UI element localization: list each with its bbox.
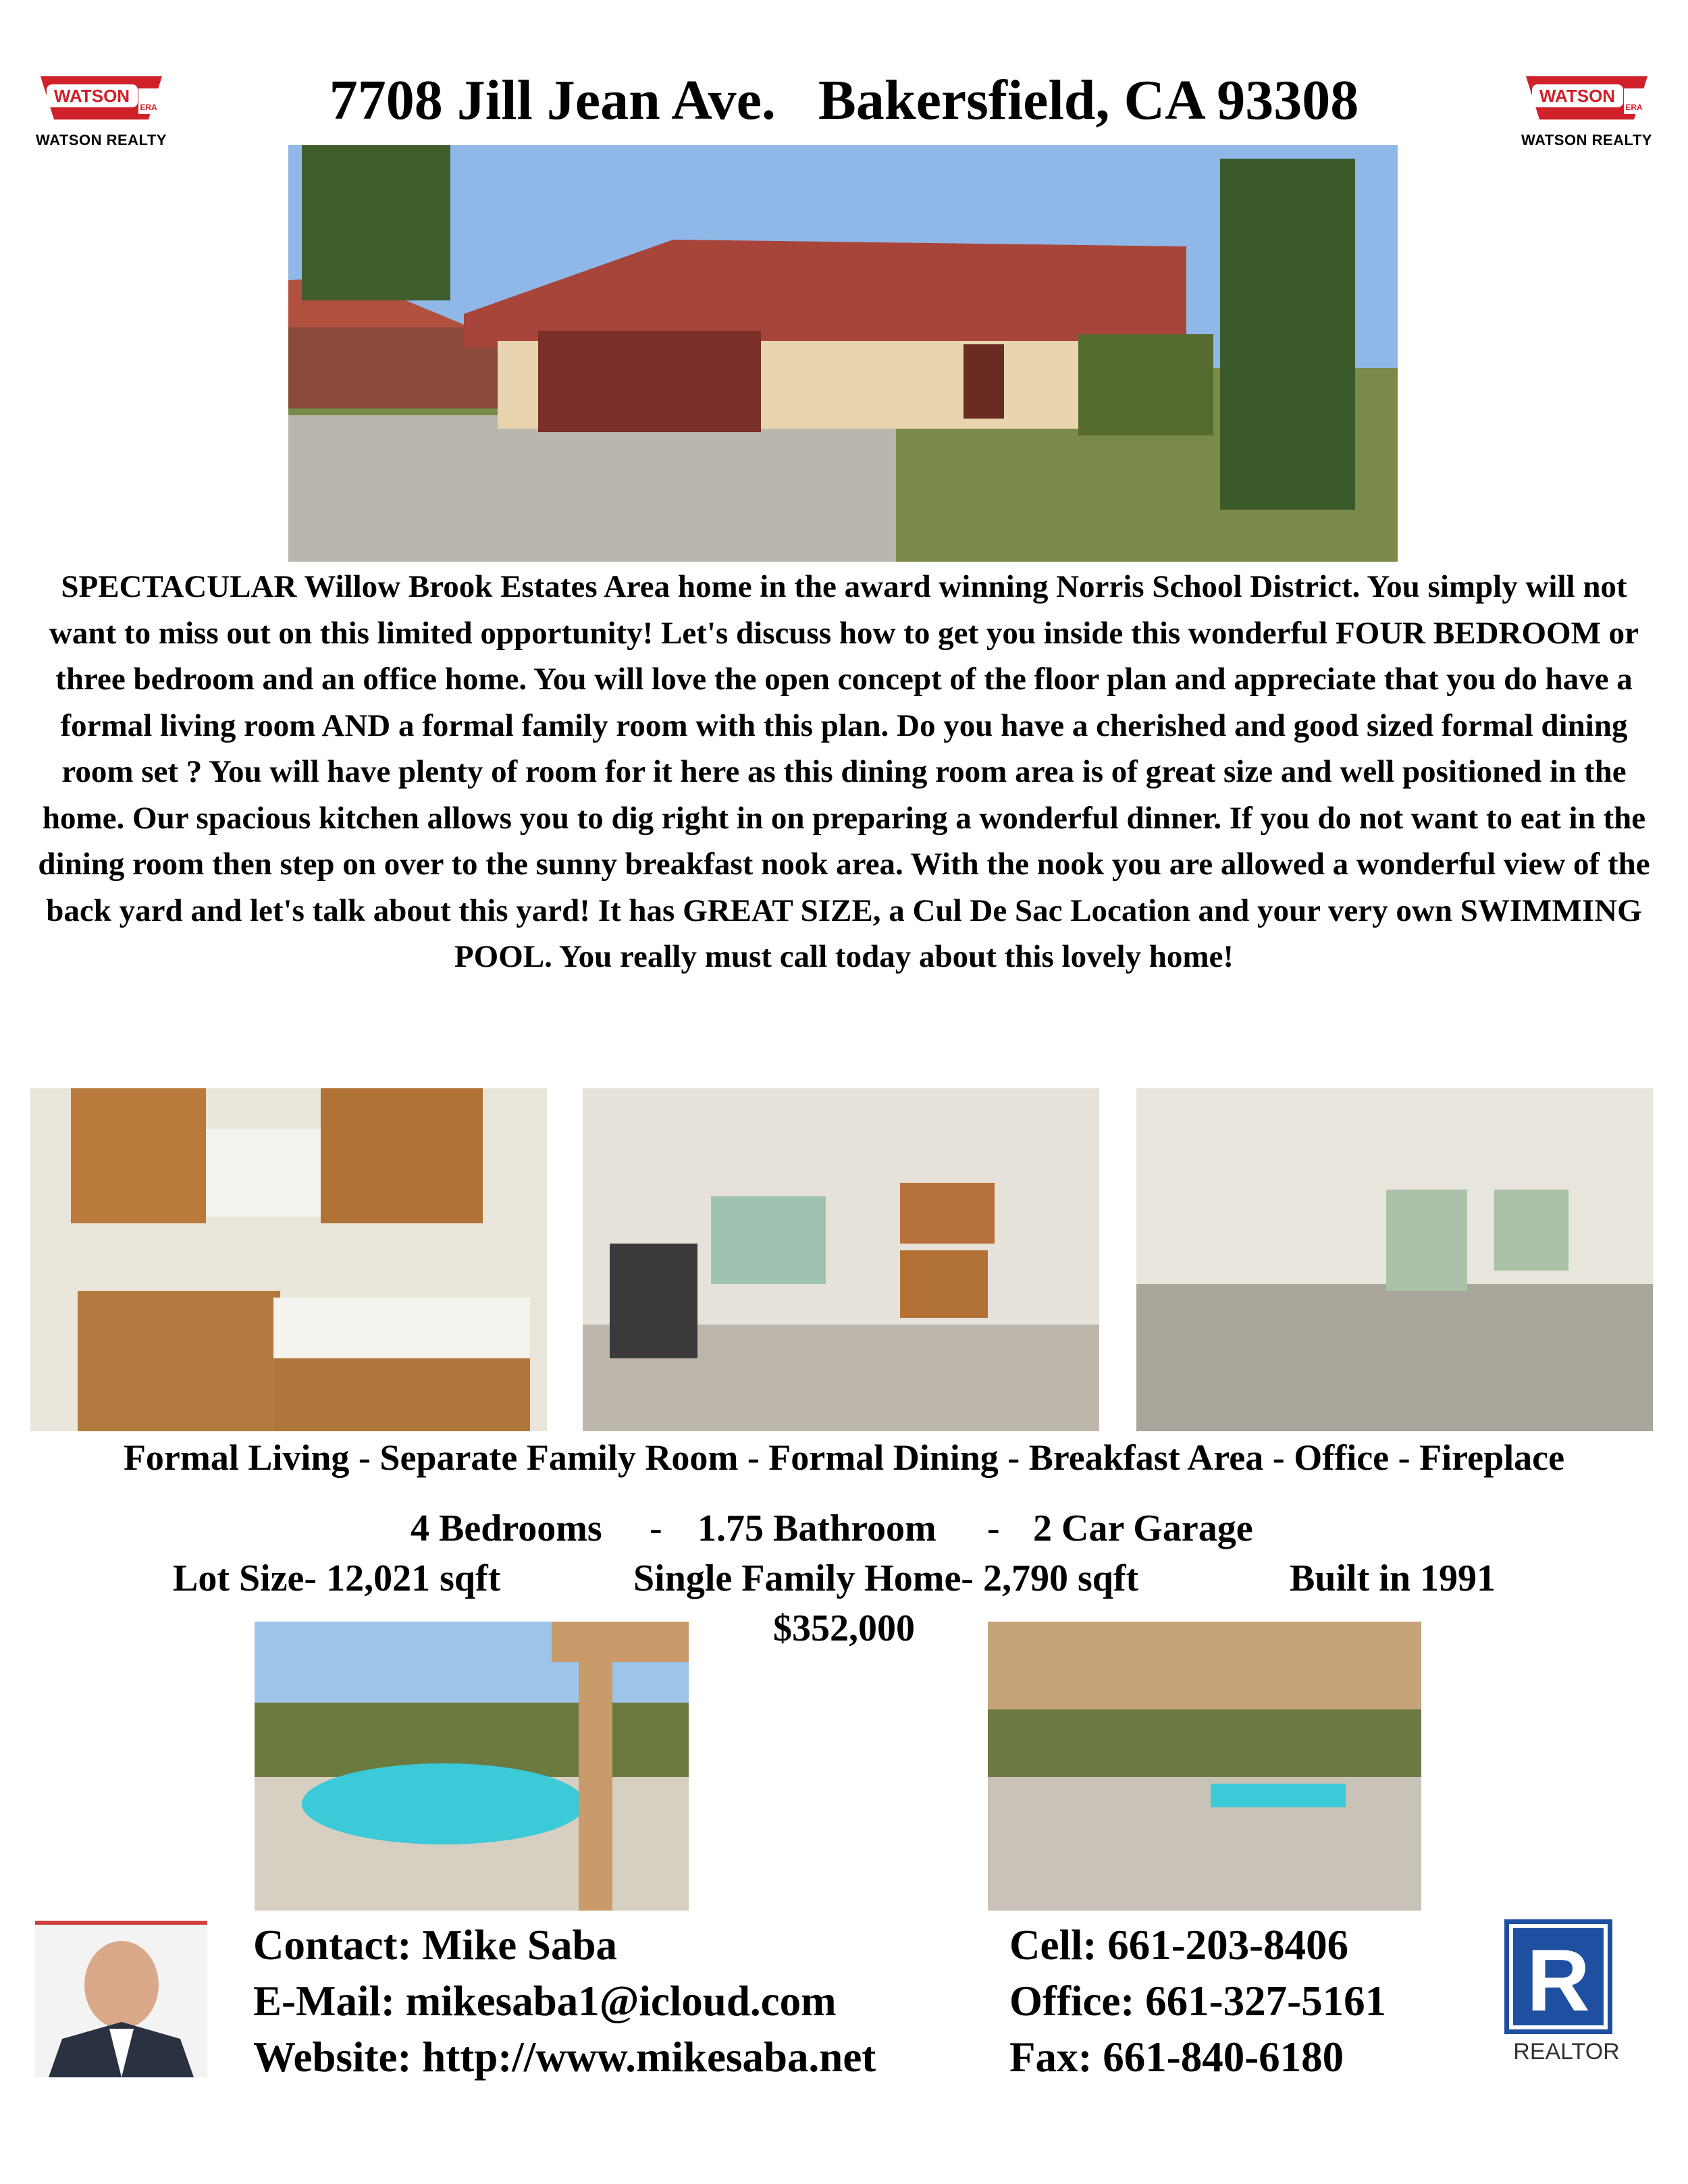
svg-text:WATSON: WATSON bbox=[1539, 86, 1616, 106]
realtor-label: REALTOR bbox=[1513, 2039, 1620, 2065]
property-description: SPECTACULAR Willow Brook Estates Area home in the award winning Norris School District. You simply will not want to miss out on this limited opportunity! Let's discuss how to get you inside this wonderful FOUR BEDROOM or three bedroom and an office home. You will love the open concept of the floor plan and appreciate that you do have a formal living room AND a formal family room with this plan. Do you have a cherished and good sized formal dining room set ? You will have plenty of room for it here as this dining room area is of great size and well positioned in the home. Our spacious kitchen allows you to dig right in on preparing a wonderful dinner. If you do not want to eat in the dining room then step on over to the sunny breakfast nook area. With the nook you are allowed a wonderful view of the back yard and let's talk about this yard! It has GREAT SIZE, a Cul De Sac Location and your very own SWIMMING POOL. You really must call today about this lovely home! bbox=[38, 569, 1650, 974]
house-exterior-photo bbox=[288, 145, 1398, 562]
contact-name: Contact: Mike Saba bbox=[253, 1921, 617, 1969]
svg-text:ERA: ERA bbox=[140, 103, 157, 112]
property-address-title: 7708 Jill Jean Ave. Bakersfield, CA 93308 bbox=[329, 69, 1359, 132]
year-built-stat: Built in 1991 bbox=[1290, 1557, 1496, 1599]
bathrooms-stat: 1.75 Bathroom bbox=[697, 1508, 937, 1549]
svg-text:WATSON: WATSON bbox=[53, 86, 130, 106]
garage-stat: 2 Car Garage bbox=[1033, 1508, 1253, 1549]
family-room-photo bbox=[1136, 1088, 1653, 1431]
bedrooms-stat: 4 Bedrooms bbox=[411, 1508, 602, 1549]
living-room-photo bbox=[583, 1088, 1099, 1431]
realtor-logo-icon bbox=[1504, 1919, 1612, 2034]
contact-website[interactable]: Website: http://www.mikesaba.net bbox=[253, 2033, 876, 2081]
features-list: Formal Living - Separate Family Room - Formal Dining - Breakfast Area - Office - Fireplace bbox=[123, 1437, 1565, 1478]
stat-separator: - bbox=[650, 1508, 662, 1549]
contact-cell: Cell: 661-203-8406 bbox=[1009, 1921, 1349, 1969]
stat-separator: - bbox=[987, 1508, 1000, 1549]
agent-photo bbox=[35, 1921, 207, 2077]
lot-size-stat: Lot Size- 12,021 sqft bbox=[173, 1557, 501, 1599]
contact-email[interactable]: E-Mail: mikesaba1@icloud.com bbox=[253, 1977, 837, 2025]
svg-text:R: R bbox=[1527, 1931, 1590, 2029]
price: $352,000 bbox=[773, 1607, 915, 1649]
pool-photo-right bbox=[988, 1622, 1421, 1911]
kitchen-photo bbox=[30, 1088, 547, 1431]
pool-photo-left bbox=[255, 1622, 689, 1911]
logo-caption: WATSON REALTY bbox=[1521, 132, 1652, 149]
logo-caption: WATSON REALTY bbox=[36, 132, 167, 149]
contact-office: Office: 661-327-5161 bbox=[1009, 1977, 1387, 2025]
home-size-stat: Single Family Home- 2,790 sqft bbox=[633, 1557, 1139, 1599]
svg-text:ERA: ERA bbox=[1625, 103, 1643, 112]
contact-fax: Fax: 661-840-6180 bbox=[1009, 2033, 1344, 2081]
